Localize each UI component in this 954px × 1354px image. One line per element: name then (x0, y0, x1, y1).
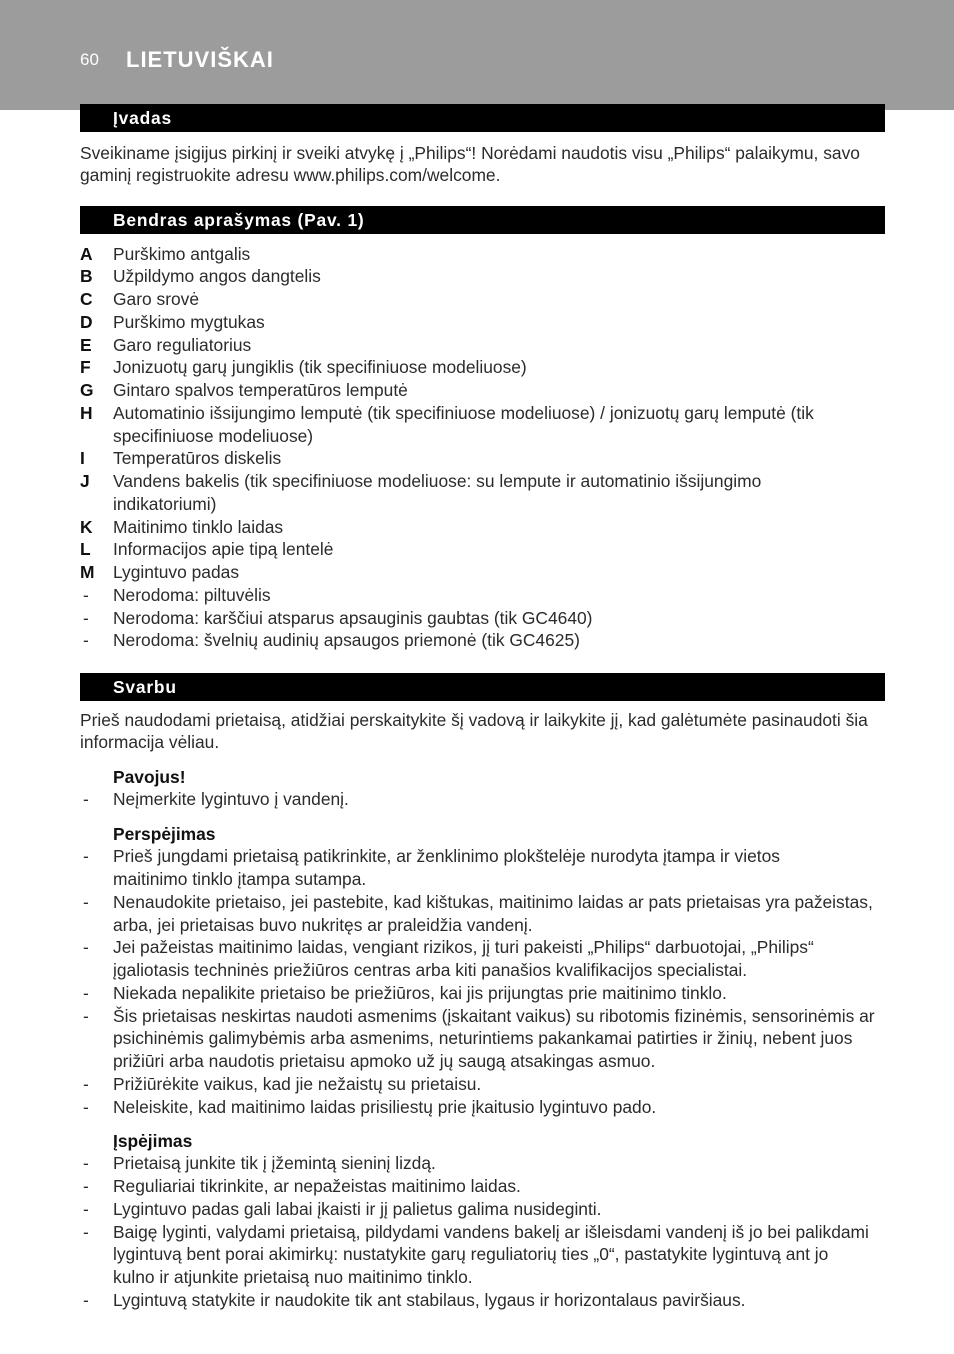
component-item-l (80, 538, 886, 561)
component-item-d (80, 311, 886, 334)
item-marker: A (80, 243, 93, 264)
section-bar-intro (80, 104, 885, 132)
item-marker: - (83, 1289, 89, 1310)
item-marker: G (80, 380, 94, 401)
caution-item (80, 1152, 886, 1175)
item-text: Prietaisą junkite tik į įžemintą sieninį lizdą. (113, 1153, 436, 1174)
item-text: Informacijos apie tipą lentelė (113, 539, 334, 560)
important-paragraph: Prieš naudodami prietaisą, atidžiai perskaitykite šį vadovą ir laikykite jį, kad galėtumėte pasinaudoti šia informacija vėliau. (80, 709, 868, 753)
item-marker: - (83, 1005, 89, 1026)
item-text: Jonizuotų garų jungiklis (tik specifiniuose modeliuose) (113, 357, 527, 378)
item-text: Šis prietaisas neskirtas naudoti asmenims (įskaitant vaikus) su ribotomis fizinėmis, sensorinėmis ar psichinėmis galimybėmis arba asmenims, neturintiems pakankamai patirties ir žinių, nebent juos prižiūri arba naudotis prietaisu apmoko už jų saugą atsakingas asmuo. (113, 1005, 875, 1072)
item-marker: - (83, 937, 89, 958)
item-text: Nenaudokite prietaiso, jei pastebite, kad kištukas, maitinimo laidas ar pats prietaisas yra pažeistas, arba, jei prietaisas buvo nukritęs ar praleidžia vandenį. (113, 891, 873, 935)
warning-item (80, 891, 886, 937)
item-text: Neįmerkite lygintuvo į vandenį. (113, 789, 349, 810)
item-marker: - (83, 607, 89, 628)
item-marker: - (83, 1096, 89, 1117)
component-item-h (80, 402, 886, 448)
item-marker: - (83, 584, 89, 605)
item-marker: - (83, 1198, 89, 1219)
component-item-b (80, 265, 886, 288)
intro-paragraph: Sveikiname įsigijus pirkinį ir sveiki atvykę į „Philips“! Norėdami naudotis visu „Philips“ palaikymu, savo gaminį registruokite adresu www.philips.com/welcome. (80, 142, 860, 186)
item-text: Purškimo mygtukas (113, 311, 265, 332)
warning-item (80, 1096, 886, 1119)
caution-heading: Įspėjimas (113, 1130, 193, 1151)
item-marker: H (80, 402, 93, 423)
header-band (0, 0, 954, 110)
item-text: Niekada nepalikite prietaiso be priežiūros, kai jis prijungtas prie maitinimo tinklo. (113, 982, 727, 1003)
not-shown-item (80, 629, 886, 652)
item-marker: K (80, 516, 93, 537)
danger-heading: Pavojus! (113, 766, 186, 787)
component-item-g (80, 379, 886, 402)
item-text: Neleiskite, kad maitinimo laidas prisiliestų prie įkaitusio lygintuvo pado. (113, 1096, 657, 1117)
item-marker: J (80, 471, 90, 492)
item-marker: F (80, 357, 91, 378)
section-bar-important (80, 673, 885, 701)
item-text: Lygintuvo padas gali labai įkaisti ir jį palietus galima nusideginti. (113, 1198, 602, 1219)
item-text: Baigę lyginti, valydami prietaisą, pildydami vandens bakelį ar išleisdami vandenį iš jo bei palikdami lygintuvą bent porai akimirkų: nustatykite garų reguliatorių ties „0“, pastatykite lygintuvą ant jo kulno ir atjunkite prietaisą nuo maitinimo tinklo. (113, 1221, 869, 1288)
item-text: Garo srovė (113, 289, 200, 310)
page-content (80, 104, 886, 1312)
caution-item (80, 1221, 886, 1289)
item-text: Lygintuvo padas (113, 562, 240, 583)
item-text: Reguliariai tikrinkite, ar nepažeistas maitinimo laidas. (113, 1176, 521, 1197)
item-text: Užpildymo angos dangtelis (113, 266, 321, 287)
danger-item (80, 788, 886, 811)
section-bar-overview (80, 206, 885, 234)
not-shown-item (80, 584, 886, 607)
item-text: Prižiūrėkite vaikus, kad jie nežaistų su prietaisu. (113, 1073, 482, 1094)
item-text: Maitinimo tinklo laidas (113, 516, 284, 537)
caution-item (80, 1198, 886, 1221)
item-marker: L (80, 539, 91, 560)
item-text: Garo reguliatorius (113, 334, 252, 355)
item-text: Prieš jungdami prietaisą patikrinkite, ar ženklinimo plokštelėje nurodyta įtampa ir vietos maitinimo tinklo įtampa sutampa. (113, 846, 780, 890)
section-title: Įvadas (113, 108, 172, 128)
item-text: Temperatūros diskelis (113, 448, 282, 469)
warning-item (80, 982, 886, 1005)
item-text: Nerodoma: švelnių audinių apsaugos priemonė (tik GC4625) (113, 630, 580, 651)
component-item-a (80, 243, 886, 266)
component-item-f (80, 356, 886, 379)
item-marker: - (83, 1221, 89, 1242)
item-marker: - (83, 982, 89, 1003)
item-marker: - (83, 1153, 89, 1174)
language-title: LIETUVIŠKAI (126, 47, 274, 72)
item-marker: - (83, 891, 89, 912)
warning-block (80, 823, 886, 1119)
component-item-j (80, 470, 886, 516)
component-item-m (80, 561, 886, 584)
section-title: Bendras aprašymas (Pav. 1) (113, 209, 365, 230)
item-marker: - (83, 1176, 89, 1197)
item-text: Nerodoma: karščiui atsparus apsauginis gaubtas (tik GC4640) (113, 607, 593, 628)
page-number: 60 (80, 50, 99, 69)
item-marker: B (80, 266, 93, 287)
item-marker: - (83, 789, 89, 810)
component-item-i (80, 447, 886, 470)
component-item-c (80, 288, 886, 311)
warning-item (80, 1005, 886, 1073)
danger-block (80, 766, 886, 812)
caution-item (80, 1175, 886, 1198)
item-text: Vandens bakelis (tik specifiniuose modeliuose: su lempute ir automatinio išsijungimo indikatoriumi) (113, 471, 762, 514)
item-marker: - (83, 846, 89, 867)
item-marker: M (80, 562, 95, 583)
section-title: Svarbu (113, 676, 177, 697)
caution-block (80, 1130, 886, 1312)
item-text: Purškimo antgalis (113, 243, 251, 264)
warning-item (80, 936, 886, 982)
item-text: Jei pažeistas maitinimo laidas, vengiant rizikos, jį turi pakeisti „Philips“ darbuotojai, „Philips“ įgaliotasis techninės priežiūros centras arba kiti panašios kvalifikacijos specialistai. (113, 937, 814, 981)
warning-item (80, 1073, 886, 1096)
component-item-e (80, 334, 886, 357)
caution-item (80, 1289, 886, 1312)
not-shown-item (80, 607, 886, 630)
item-marker: C (80, 289, 93, 310)
item-marker: I (80, 448, 85, 469)
item-text: Gintaro spalvos temperatūros lemputė (113, 380, 408, 401)
item-marker: E (80, 334, 92, 355)
item-text: Automatinio išsijungimo lemputė (tik specifiniuose modeliuose) / jonizuotų garų lemputė (tik specifiniuose modeliuose) (113, 402, 814, 446)
item-text: Lygintuvą statykite ir naudokite tik ant stabilaus, lygaus ir horizontalaus paviršiaus. (113, 1289, 746, 1310)
components-list (80, 243, 886, 653)
component-item-k (80, 516, 886, 539)
item-text: Nerodoma: piltuvėlis (113, 584, 271, 605)
item-marker: - (83, 630, 89, 651)
item-marker: D (80, 311, 93, 332)
warning-item (80, 845, 886, 891)
item-marker: - (83, 1073, 89, 1094)
warning-heading: Perspėjimas (113, 823, 216, 844)
